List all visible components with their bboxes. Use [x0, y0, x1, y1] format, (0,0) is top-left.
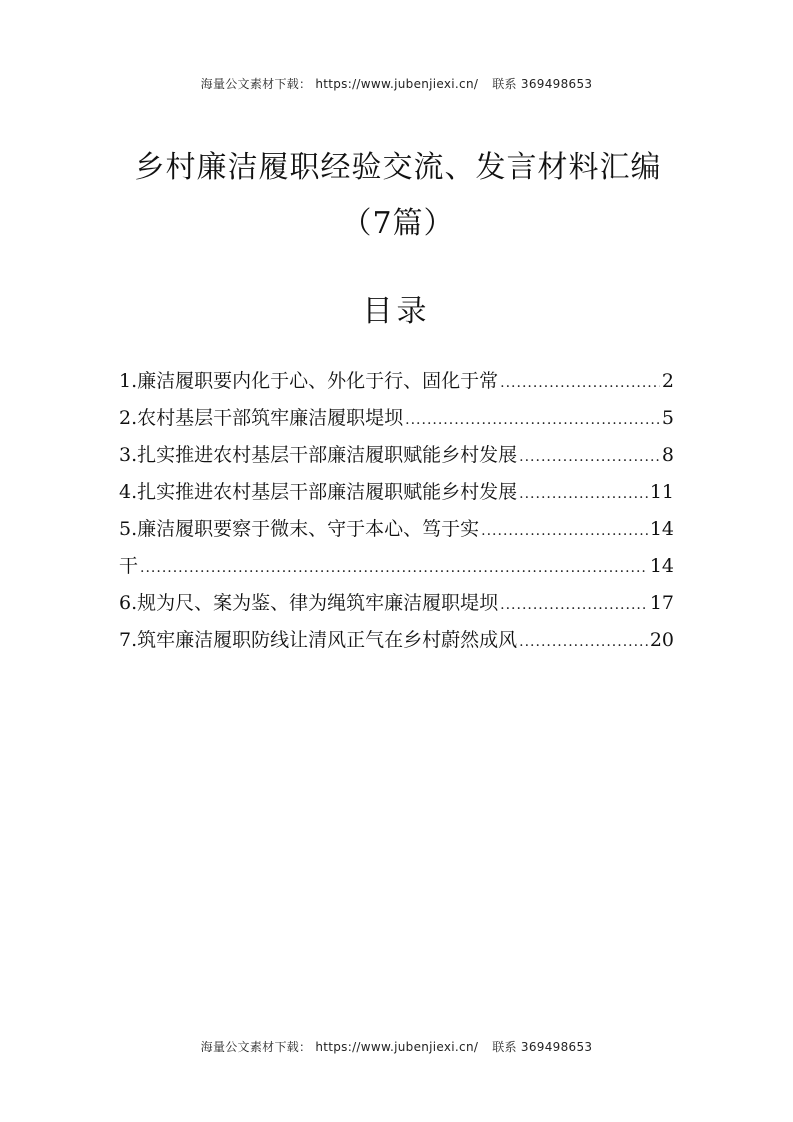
toc-leader-dots — [405, 412, 660, 428]
toc-leader-dots — [519, 449, 660, 465]
toc-entry-page: 2 — [661, 370, 674, 392]
toc-entry-text: 5.廉洁履职要察于微末、守于本心、笃于实 — [119, 518, 480, 540]
header-contact: 联系 369498653 — [492, 77, 593, 91]
toc-entry-text: 1.廉洁履职要内化于心、外化于行、固化于常 — [119, 370, 499, 392]
toc-heading: 目录 — [362, 294, 431, 329]
toc-entry-page: 17 — [649, 592, 674, 614]
page-header — [0, 75, 793, 92]
page-footer — [0, 1038, 793, 1055]
toc-entry-page: 5 — [661, 407, 674, 429]
header-url-link[interactable]: https://www.jubenjiexi.cn/ — [315, 77, 479, 91]
toc-leader-dots — [500, 597, 648, 613]
toc-leader-dots — [519, 486, 648, 502]
toc-entry-4[interactable] — [119, 477, 674, 514]
toc-entry-text: 7.筑牢廉洁履职防线让清风正气在乡村蔚然成风 — [119, 629, 518, 651]
header-label: 海量公文素材下载： — [200, 77, 312, 91]
toc-entry-page: 20 — [649, 629, 674, 651]
toc-entry-1[interactable] — [119, 366, 674, 403]
toc-entry-5-continued[interactable] — [119, 551, 674, 588]
footer-label: 海量公文素材下载： — [200, 1040, 312, 1054]
toc-leader-dots — [500, 375, 660, 391]
toc-entry-5[interactable] — [119, 514, 674, 551]
toc-leader-dots — [481, 523, 648, 539]
toc-entry-page: 14 — [649, 518, 674, 540]
toc-leader-dots — [140, 560, 648, 576]
toc-entry-6[interactable] — [119, 588, 674, 625]
document-title: 乡村廉洁履职经验交流、发言材料汇编（7篇） — [134, 150, 662, 241]
toc-entry-page: 14 — [649, 555, 674, 577]
toc-entry-text: 干 — [119, 555, 139, 577]
toc-entry-page: 11 — [649, 481, 674, 503]
toc-entry-7[interactable] — [119, 625, 674, 662]
toc-leader-dots — [519, 634, 648, 650]
toc-entry-text: 6.规为尺、案为鉴、律为绳筑牢廉洁履职堤坝 — [119, 592, 499, 614]
toc-entry-text: 2.农村基层干部筑牢廉洁履职堤坝 — [119, 407, 404, 429]
footer-url-link[interactable]: https://www.jubenjiexi.cn/ — [315, 1040, 479, 1054]
toc-entry-3[interactable] — [119, 440, 674, 477]
footer-contact: 联系 369498653 — [492, 1040, 593, 1054]
toc-entry-text: 4.扎实推进农村基层干部廉洁履职赋能乡村发展 — [119, 481, 518, 503]
toc-entry-text: 3.扎实推进农村基层干部廉洁履职赋能乡村发展 — [119, 444, 518, 466]
toc-entry-2[interactable] — [119, 403, 674, 440]
table-of-contents — [119, 366, 674, 662]
toc-entry-page: 8 — [661, 444, 674, 466]
